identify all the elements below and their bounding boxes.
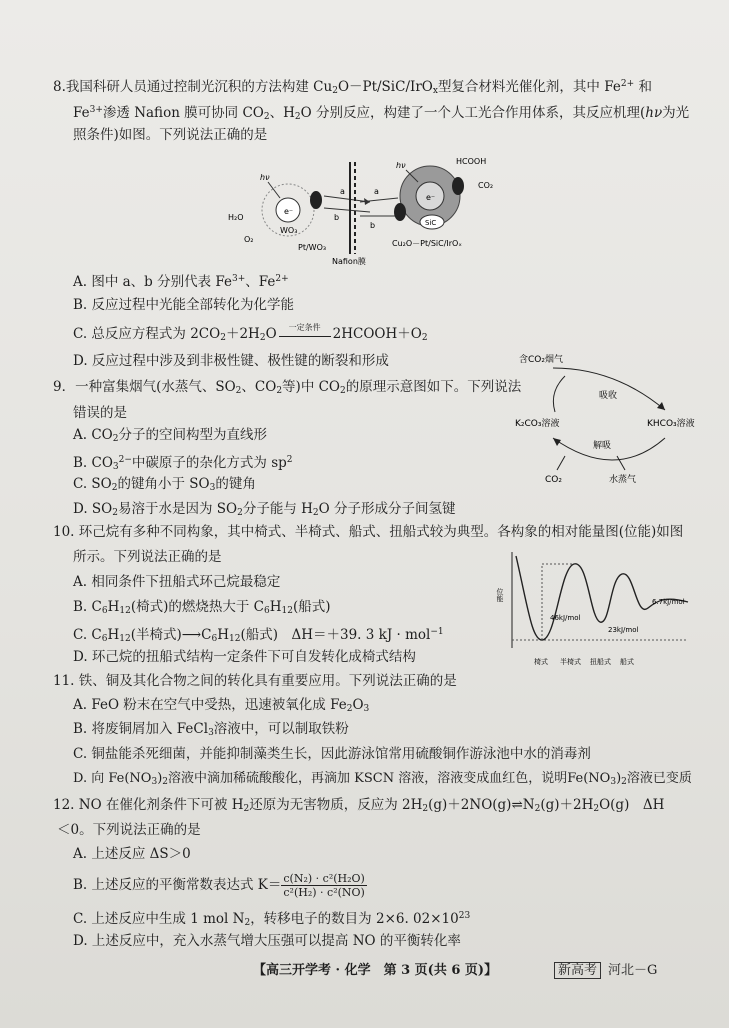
q10-chair: 椅式 xyxy=(534,658,548,666)
q8-cu2o-label: Cu₂O－Pt/SiC/IrOₓ xyxy=(392,239,462,248)
equilibrium-fraction: $\frac{\text{c(N₂) · c²(H₂O)}}{\text{c²(H₂) · c²(NO)}}$ xyxy=(283,872,365,899)
q9-cycle-diagram xyxy=(505,352,705,492)
q8-label-b: b xyxy=(334,213,340,222)
footer-badge: 新高考 xyxy=(554,959,601,978)
svg-text:b: b xyxy=(370,221,376,230)
q8-option-c: C. 总反应方程式为 $2CO_2+2H_2O$ 一定条件 $2HCOOH+O_2$ xyxy=(73,322,428,343)
q8-wo3: WO₃ xyxy=(280,226,298,235)
q9-option-d: D. $SO_2$易溶于水是因为 $SO_2$分子能与 $H_2O$ 分子形成分子间氢键 xyxy=(73,501,456,518)
q10-option-a: A. 相同条件下扭船式环己烷最稳定 xyxy=(73,574,281,590)
q10-boat: 船式 xyxy=(620,658,634,666)
q12-option-d: D. 上述反应中，充入水蒸气增大压强可以提高 NO 的平衡转化率 xyxy=(73,933,461,949)
q12-stem-line1: 12. NO 在催化剂条件下可被 $H_2$还原为无害物质，反应为 $2H_2(g)+2NO(g)\rightleftharpoons N_2(g)+2H_2O(g)$ ΔH xyxy=(53,797,665,814)
q10-e23: 23kJ/mol xyxy=(608,626,639,634)
q10-stem-line2: 所示。下列说法正确的是 xyxy=(73,549,222,565)
q8-option-a: A. 图中 a、b 分别代表 $Fe^{3+}$、$Fe^{2+}$ xyxy=(73,274,289,290)
q11-option-c: C. 铜盐能杀死细菌，并能抑制藻类生长，因此游泳馆常用硫酸铜作游泳池中水的消毒剂 xyxy=(73,746,591,762)
q9-co2-out: CO₂ xyxy=(545,475,562,485)
q8-hv-left: hν xyxy=(260,173,270,182)
q11-stem: 11. 铁、铜及其化合物之间的转化具有重要应用。下列说法正确的是 xyxy=(53,673,457,689)
q8-o2: O₂ xyxy=(244,235,254,244)
q9-absorb: 吸收 xyxy=(599,391,618,401)
q8-sic: SiC xyxy=(425,219,437,227)
q11-option-d: D. 向 $Fe(NO_3)_2$溶液中滴加稀硫酸酸化，再滴加 KSCN 溶液，溶液变成血红色，说明$Fe(NO_3)_2$溶液已变质 xyxy=(73,771,692,787)
q10-option-c: C. $C_6H_{12}$(半椅式)$⟶C_6H_{12}$(船式) ΔH＝＋39. 3 kJ · mol$^{-1}$ xyxy=(73,627,444,644)
q8-option-b: B. 反应过程中光能全部转化为化学能 xyxy=(73,297,295,313)
q8-h2o: H₂O xyxy=(228,213,244,222)
q8-stem-line2: $Fe^{3+}$渗透 Nafion 膜可协同 $CO_2$、$H_2O$ 分别反应，构建了一个人工光合作用体系，其反应机理(hν为光 xyxy=(73,105,690,122)
q9-stem-line1: 9．一种富集烟气(水蒸气、$SO_2$、$CO_2$等)中 $CO_2$的原理示意图如下。下列说法 xyxy=(53,379,522,396)
q10-ylabel: 位能 xyxy=(496,588,504,602)
q8-stem-line3: 照条件)如图。下列说法正确的是 xyxy=(73,127,268,143)
svg-text:a: a xyxy=(374,187,379,196)
q8-label-a: a xyxy=(340,187,345,196)
q9-flue-gas: 含CO₂烟气 xyxy=(519,355,563,365)
q12-option-c: C. 上述反应中生成 1 mol $N_2$，转移电子的数目为 2×6. $02\times 10^{23}$ xyxy=(73,911,471,928)
svg-text:e⁻: e⁻ xyxy=(284,207,294,216)
q9-desorb: 解吸 xyxy=(593,441,612,451)
q9-option-a: A. $CO_2$分子的空间构型为直线形 xyxy=(73,427,267,444)
q12-option-b: B. 上述反应的平衡常数表达式 K＝ $\frac{\text{c(N₂) · c²(H₂O)}}{\text{c²(H₂) · c²(NO)}}$ xyxy=(73,872,365,899)
q8-co2: CO₂ xyxy=(478,181,494,190)
q10-stem-line1: 10. 环己烷有多种不同构象，其中椅式、半椅式、船式、扭船式较为典型。各构象的相对能量图(位能)如图 xyxy=(53,524,684,540)
svg-text:e⁻: e⁻ xyxy=(426,193,436,202)
q12-option-a: A. 上述反应 ΔS＞0 xyxy=(73,846,191,862)
q8-hv-right: hν xyxy=(396,161,406,170)
q12-stem-line2: ＜0。下列说法正确的是 xyxy=(57,822,201,838)
footer-page-info: 【高三开学考 · 化学 第 3 页(共 6 页)】 xyxy=(253,963,498,978)
q10-option-d: D. 环己烷的扭船式结构一定条件下可自发转化成椅式结构 xyxy=(73,649,416,665)
q8-mechanism-diagram xyxy=(220,150,520,268)
q10-twist-boat: 扭船式 xyxy=(590,658,611,666)
q8-stem-line1: 8.我国科研人员通过控制光沉积的方法构建 $Cu_2O-Pt/SiC/IrO_x$型复合材料光催化剂，其中 $Fe^{2+}$ 和 xyxy=(53,79,652,96)
q10-half-chair: 半椅式 xyxy=(560,658,581,666)
q11-option-b: B. 将废铜屑加入 FeCl$_3$溶液中，可以制取铁粉 xyxy=(73,721,349,738)
q10-option-b: B. $C_6H_{12}$(椅式)的燃烧热大于 $C_6H_{12}$(船式) xyxy=(73,599,331,616)
q8-hcooh: HCOOH xyxy=(456,157,487,166)
q8-pt-wo3: Pt/WO₃ xyxy=(298,243,327,252)
q9-k2co3: K₂CO₃溶液 xyxy=(515,419,560,429)
q9-option-c: C. $SO_2$的键角小于 $SO_3$的键角 xyxy=(73,476,256,493)
footer-region: 河北－G xyxy=(608,963,658,978)
q9-option-b: B. $CO_3^{2-}$中碳原子的杂化方式为 $sp^2$ xyxy=(73,455,293,472)
q8-option-d: D. 反应过程中涉及到非极性键、极性键的断裂和形成 xyxy=(73,353,389,369)
q9-khco3: KHCO₃溶液 xyxy=(647,419,695,429)
q8-nafion: Nafion膜 xyxy=(332,257,366,266)
q11-option-a: A. FeO 粉末在空气中受热，迅速被氧化成 $Fe_2O_3$ xyxy=(73,697,370,714)
q10-e46: 46kJ/mol xyxy=(550,614,581,622)
q9-stem-line2: 错误的是 xyxy=(73,405,127,421)
q9-steam: 水蒸气 xyxy=(609,475,637,485)
q10-energy-diagram xyxy=(498,548,694,672)
q10-e67: 6.7kJ/mol xyxy=(652,598,685,606)
